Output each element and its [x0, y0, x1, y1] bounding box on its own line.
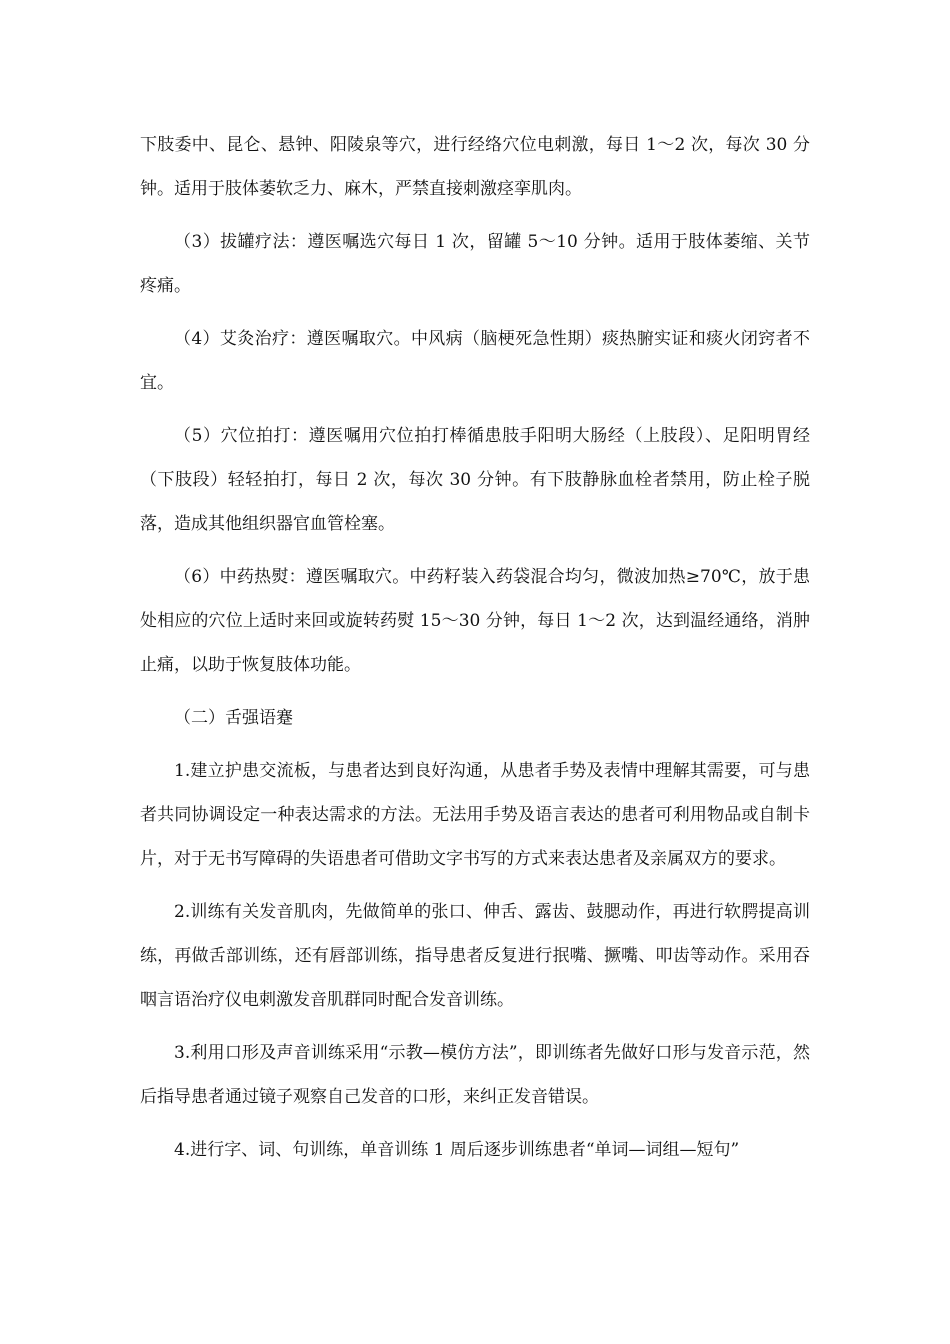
- paragraph-cupping-therapy: （3）拔罐疗法：遵医嘱选穴每日 1 次，留罐 5～10 分钟。适用于肢体萎缩、关节疼痛。: [140, 232, 810, 296]
- paragraph-mouth-shape-training: 3.利用口形及声音训练采用“示教—模仿方法”，即训练者先做好口形与发音示范，然后指导患者通过镜子观察自己发音的口形，来纠正发音错误。: [140, 1043, 810, 1107]
- paragraph-articulation-training: 2.训练有关发音肌肉，先做简单的张口、伸舌、露齿、鼓腮动作，再进行软腭提高训练，再做舌部训练，还有唇部训练，指导患者反复进行抿嘴、撅嘴、叩齿等动作。采用吞咽言语治疗仪电刺激发音肌群同时配合发音训练。: [140, 902, 810, 1010]
- paragraph-herbal-hot-compress: （6）中药热熨：遵医嘱取穴。中药籽装入药袋混合均匀，微波加热≥70℃，放于患处相应的穴位上适时来回或旋转药熨 15～30 分钟，每日 1～2 次，达到温经通络，消肿止痛，以助于恢复肢体功能。: [140, 567, 810, 675]
- section-heading-speech: （二）舌强语蹇: [174, 708, 293, 728]
- paragraph-moxibustion: （4）艾灸治疗：遵医嘱取穴。中风病（脑梗死急性期）痰热腑实证和痰火闭窍者不宜。: [140, 329, 810, 393]
- document-body: [140, 123, 810, 1181]
- paragraph-electrostimulation-continued: 下肢委中、昆仑、悬钟、阳陵泉等穴，进行经络穴位电刺激，每日 1～2 次，每次 30 分钟。适用于肢体萎软乏力、麻木，严禁直接刺激痉挛肌肉。: [140, 135, 810, 199]
- paragraph-communication-board: 1.建立护患交流板，与患者达到良好沟通，从患者手势及表情中理解其需要，可与患者共同协调设定一种表达需求的方法。无法用手势及语言表达的患者可利用物品或自制卡片，对于无书写障碍的失语患者可借助文字书写的方式来表达患者及亲属双方的要求。: [140, 761, 810, 869]
- paragraph-word-sentence-training: 4.进行字、词、句训练，单音训练 1 周后逐步训练患者“单词—词组—短句”: [174, 1140, 740, 1160]
- paragraph-acupoint-patting: （5）穴位拍打：遵医嘱用穴位拍打棒循患肢手阳明大肠经（上肢段）、足阳明胃经（下肢段）轻轻拍打，每日 2 次，每次 30 分钟。有下肢静脉血栓者禁用，防止栓子脱落，造成其他组织器官血管栓塞。: [140, 426, 810, 534]
